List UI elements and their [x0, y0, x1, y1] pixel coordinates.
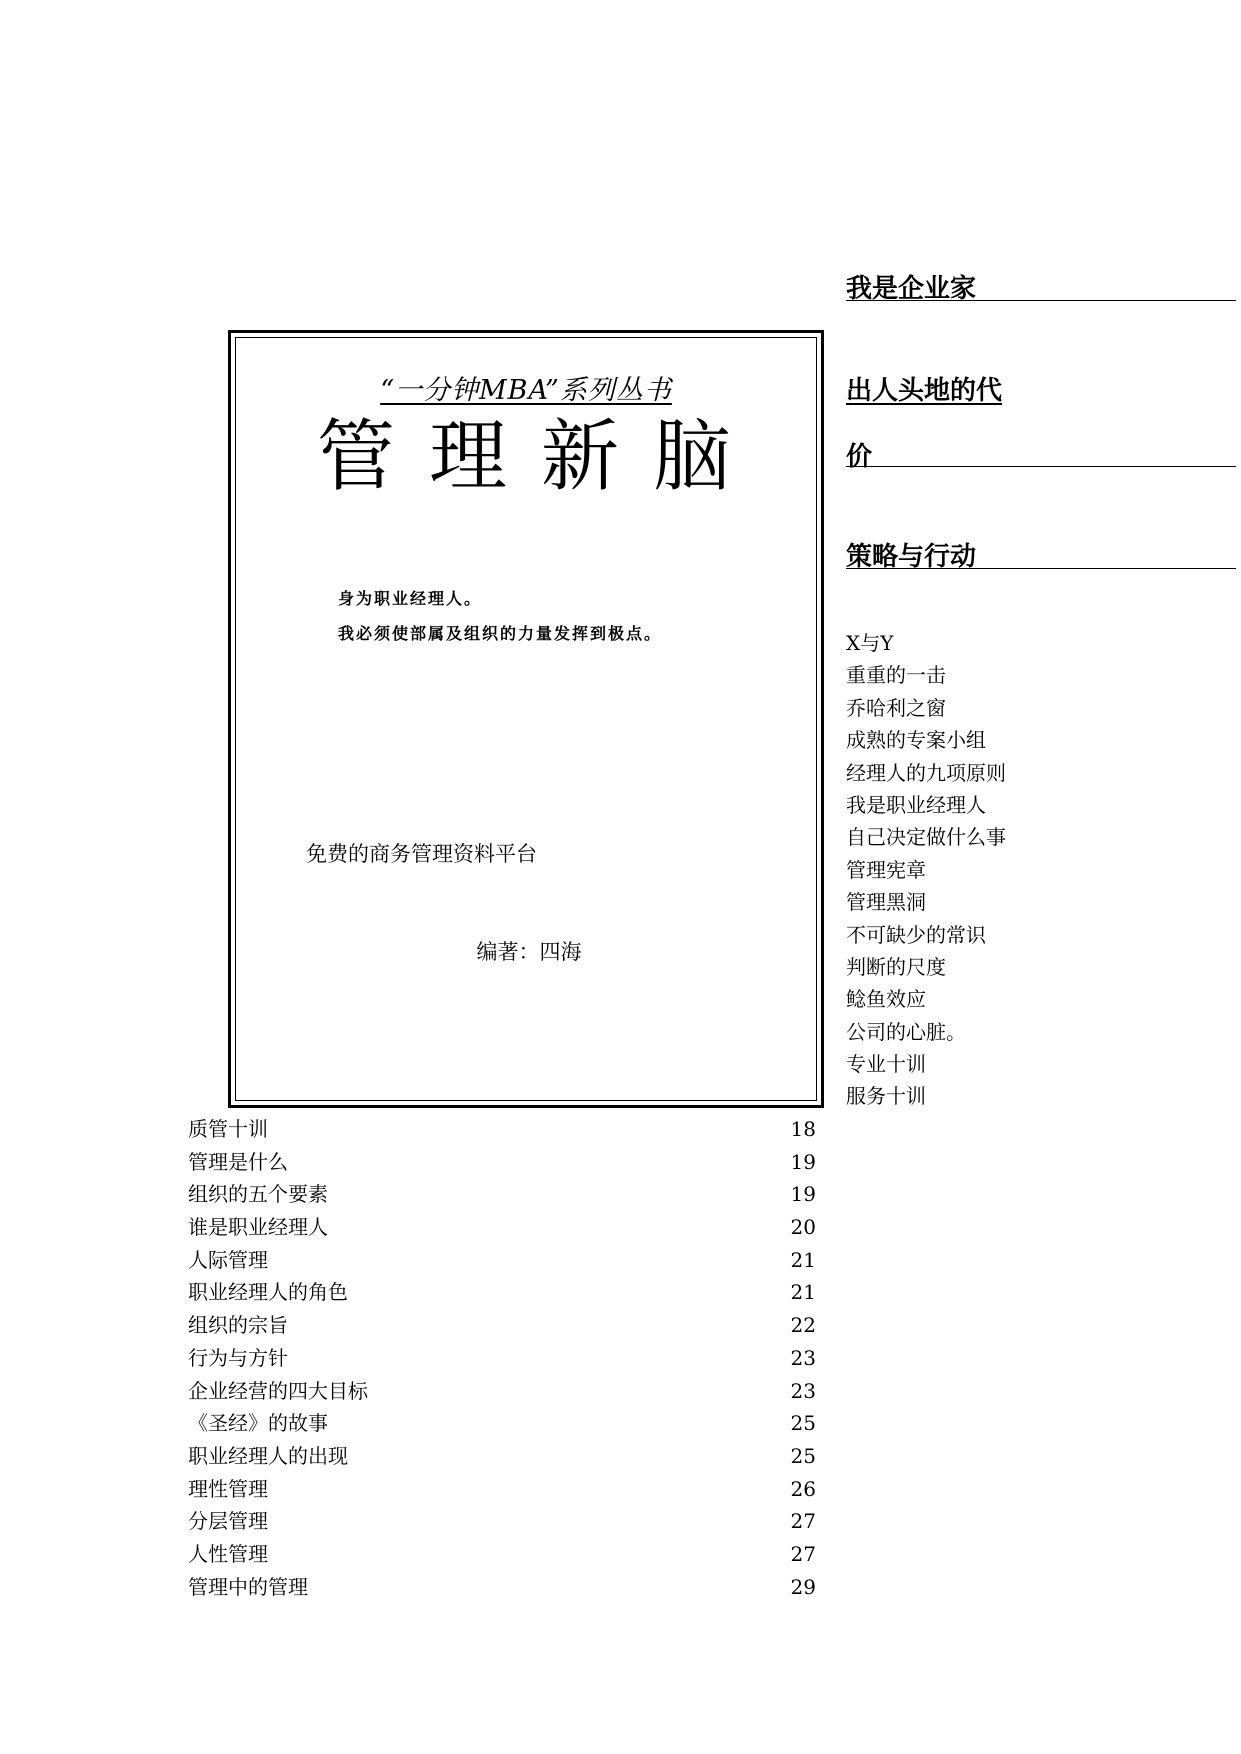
- toc-title: 行为与方针: [188, 1345, 288, 1370]
- toc-entry[interactable]: [188, 1505, 816, 1538]
- toc-title: 职业经理人的角色: [188, 1280, 348, 1305]
- toc-entry[interactable]: [188, 1473, 816, 1506]
- toc-title: 分层管理: [188, 1509, 268, 1534]
- book-title: 管理新脑: [316, 412, 765, 502]
- toc-page-number: 26: [790, 1476, 816, 1501]
- toc-page-number: 19: [790, 1182, 816, 1207]
- list-item: 公司的心脏。: [846, 1019, 966, 1044]
- list-item: 自己决定做什么事: [846, 825, 1006, 850]
- toc-entry[interactable]: [188, 1342, 816, 1375]
- book-cover: [228, 330, 824, 1108]
- toc-page-number: 22: [790, 1313, 816, 1338]
- toc-title: 人性管理: [188, 1541, 268, 1566]
- toc-page-number: 21: [790, 1247, 816, 1272]
- author-credit: 编著：四海: [476, 941, 582, 964]
- list-item: 管理宪章: [846, 857, 926, 882]
- toc-entry[interactable]: [188, 1146, 816, 1179]
- toc-title: 《圣经》的故事: [188, 1411, 328, 1436]
- series-title: “一分钟MBA”系列丛书: [380, 375, 672, 406]
- heading-price-part2: 价: [846, 436, 1236, 467]
- toc-page-number: 27: [790, 1541, 816, 1566]
- toc-page-number: 25: [790, 1443, 816, 1468]
- toc-page-number: 23: [790, 1378, 816, 1403]
- toc-title: 谁是职业经理人: [188, 1215, 328, 1240]
- toc-page-number: 29: [790, 1574, 816, 1599]
- tagline-line-2: 我必须使部属及组织的力量发挥到极点。: [338, 624, 663, 643]
- list-item: 重重的一击: [846, 663, 946, 688]
- toc-page-number: 18: [790, 1117, 816, 1141]
- toc-entry[interactable]: [188, 1244, 816, 1277]
- toc-title: 理性管理: [188, 1476, 268, 1501]
- toc-entry[interactable]: [188, 1407, 816, 1440]
- toc-entry[interactable]: [188, 1538, 816, 1571]
- cover-inner-frame: [235, 337, 817, 1101]
- toc-title: 人际管理: [188, 1247, 268, 1272]
- toc-page-number: 23: [790, 1345, 816, 1370]
- toc-title: 管理中的管理: [188, 1574, 308, 1599]
- toc-title: 管理是什么: [188, 1149, 288, 1174]
- table-of-contents: [188, 1113, 816, 1603]
- toc-entry[interactable]: [188, 1178, 816, 1211]
- toc-page-number: 25: [790, 1411, 816, 1436]
- toc-page-number: 19: [790, 1149, 816, 1174]
- heading-price-part1: 出人头地的代: [846, 376, 1003, 406]
- toc-title: 质管十训: [188, 1117, 268, 1141]
- toc-title: 企业经营的四大目标: [188, 1378, 368, 1403]
- list-item: 乔哈利之窗: [846, 695, 946, 720]
- list-item: 经理人的九项原则: [846, 760, 1006, 785]
- platform-text: 免费的商务管理资料平台: [306, 843, 537, 866]
- toc-entry[interactable]: [188, 1113, 816, 1146]
- toc-page-number: 27: [790, 1509, 816, 1534]
- toc-entry[interactable]: [188, 1276, 816, 1309]
- list-item: 服务十训: [846, 1084, 926, 1109]
- list-item: 鲶鱼效应: [846, 987, 926, 1012]
- heading-entrepreneur: 我是企业家: [846, 268, 1236, 301]
- list-item: 成熟的专案小组: [846, 728, 986, 753]
- list-item: 管理黑洞: [846, 890, 926, 915]
- list-item: X与Y: [846, 631, 894, 655]
- toc-entry[interactable]: [188, 1375, 816, 1408]
- tagline-line-1: 身为职业经理人。: [338, 589, 483, 608]
- toc-title: 职业经理人的出现: [188, 1443, 348, 1468]
- list-item: 不可缺少的常识: [846, 922, 986, 947]
- list-item: 判断的尺度: [846, 954, 946, 979]
- toc-entry[interactable]: [188, 1211, 816, 1244]
- toc-title: 组织的五个要素: [188, 1182, 328, 1207]
- toc-entry[interactable]: [188, 1440, 816, 1473]
- toc-page-number: 20: [790, 1215, 816, 1240]
- heading-strategy-action: 策略与行动: [846, 536, 1236, 569]
- right-topic-list: [846, 627, 1006, 1113]
- toc-page-number: 21: [790, 1280, 816, 1305]
- toc-title: 组织的宗旨: [188, 1313, 288, 1338]
- toc-entry[interactable]: [188, 1309, 816, 1342]
- list-item: 我是职业经理人: [846, 792, 986, 817]
- list-item: 专业十训: [846, 1052, 926, 1077]
- toc-entry[interactable]: [188, 1571, 816, 1604]
